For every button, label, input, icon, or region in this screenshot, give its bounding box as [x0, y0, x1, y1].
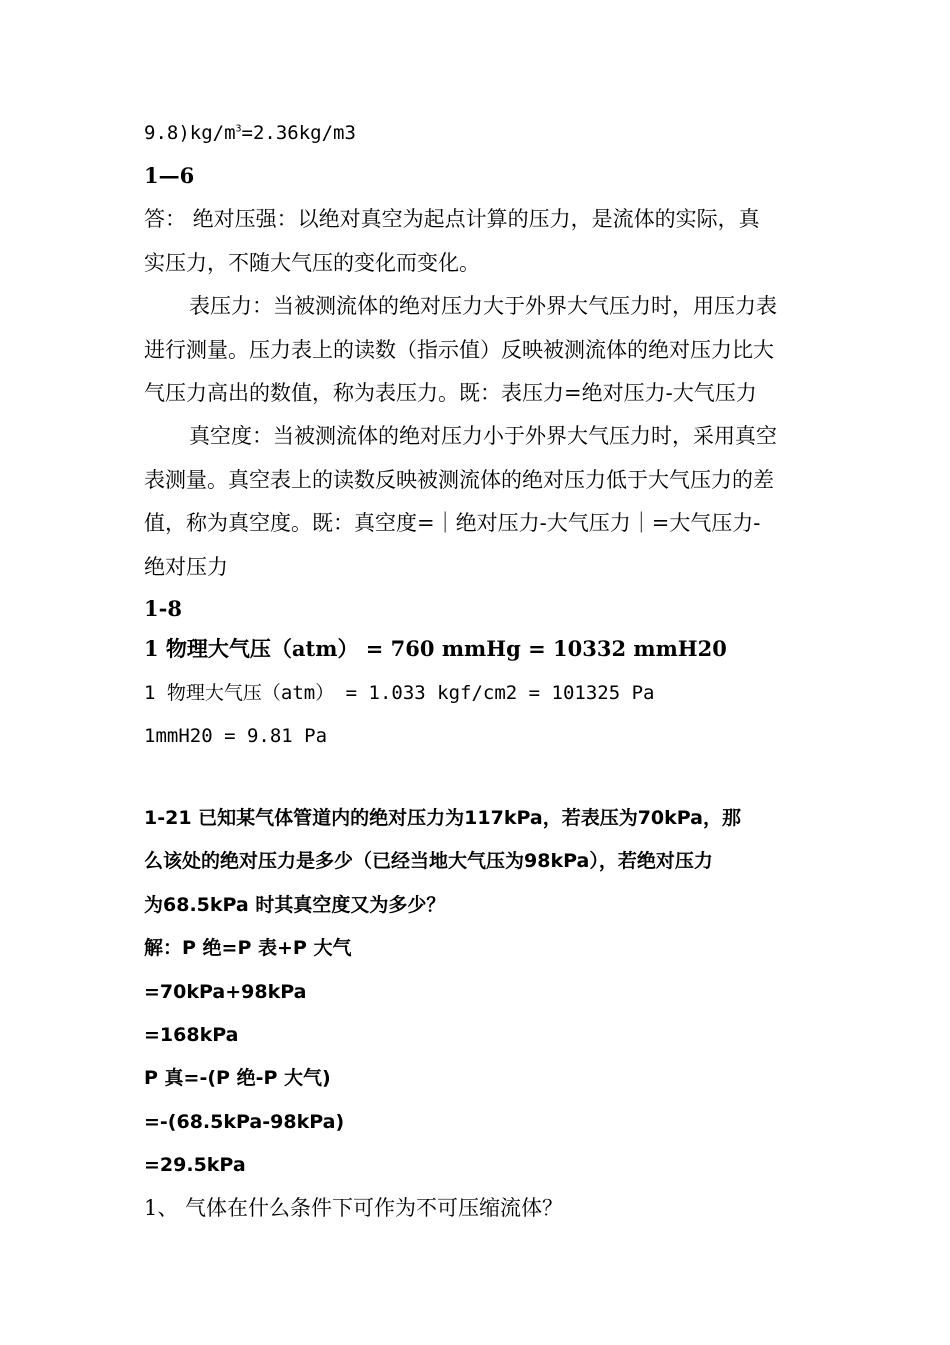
solution-line: 解：P 绝=P 表+P 大气	[144, 937, 352, 959]
conversion-line: 1 物理大气压（atm） = 1.033 kgf/cm2 = 101325 Pa	[144, 682, 655, 704]
section-heading-1-8: 1-8	[144, 596, 182, 621]
paragraph-line: 气压力高出的数值，称为表压力。既：表压力=绝对压力-大气压力	[144, 381, 757, 405]
density-text-b: =2.36kg/m3	[241, 122, 356, 144]
solution-line: P 真=-(P 绝-P 大气)	[144, 1067, 331, 1089]
conversion-line: 1 物理大气压（atm） = 760 mmHg = 10332 mmH20	[144, 636, 727, 661]
conversion-line: 1mmH20 = 9.81 Pa	[144, 725, 328, 747]
solution-line: =29.5kPa	[144, 1154, 246, 1176]
paragraph-line: 答： 绝对压强：以绝对真空为起点计算的压力，是流体的实际，真	[144, 207, 760, 231]
solution-line: =-(68.5kPa-98kPa)	[144, 1111, 345, 1133]
paragraph-line: 绝对压力	[144, 555, 228, 579]
problem-statement-line: 么该处的绝对压力是多少（已经当地大气压为98kPa），若绝对压力	[144, 850, 713, 872]
solution-line: =70kPa+98kPa	[144, 981, 307, 1003]
paragraph-line: 表测量。真空表上的读数反映被测流体的绝对压力低于大气压力的差	[144, 468, 774, 492]
paragraph-line: 表压力：当被测流体的绝对压力大于外界大气压力时，用压力表	[189, 294, 777, 318]
paragraph-line: 实压力，不随大气压的变化而变化。	[144, 251, 480, 275]
solution-line: =168kPa	[144, 1024, 239, 1046]
paragraph-line: 真空度：当被测流体的绝对压力小于外界大气压力时，采用真空	[189, 424, 777, 448]
problem-statement-line: 为68.5kPa 时其真空度又为多少？	[144, 894, 446, 916]
paragraph-line: 值，称为真空度。既：真空度=｜绝对压力-大气压力｜=大气压力-	[144, 511, 761, 535]
problem-statement-line: 1-21 已知某气体管道内的绝对压力为117kPa，若表压为70kPa，那	[144, 807, 742, 829]
density-text-a: 9.8)kg/m	[144, 122, 236, 144]
paragraph-line: 进行测量。压力表上的读数（指示值）反映被测流体的绝对压力比大	[144, 338, 774, 362]
question-line: 1、 气体在什么条件下可作为不可压缩流体？	[144, 1196, 564, 1220]
section-heading-1-6: 1—6	[144, 163, 195, 188]
text-line-density-result	[144, 118, 356, 148]
density-superscript: 3	[235, 123, 242, 135]
